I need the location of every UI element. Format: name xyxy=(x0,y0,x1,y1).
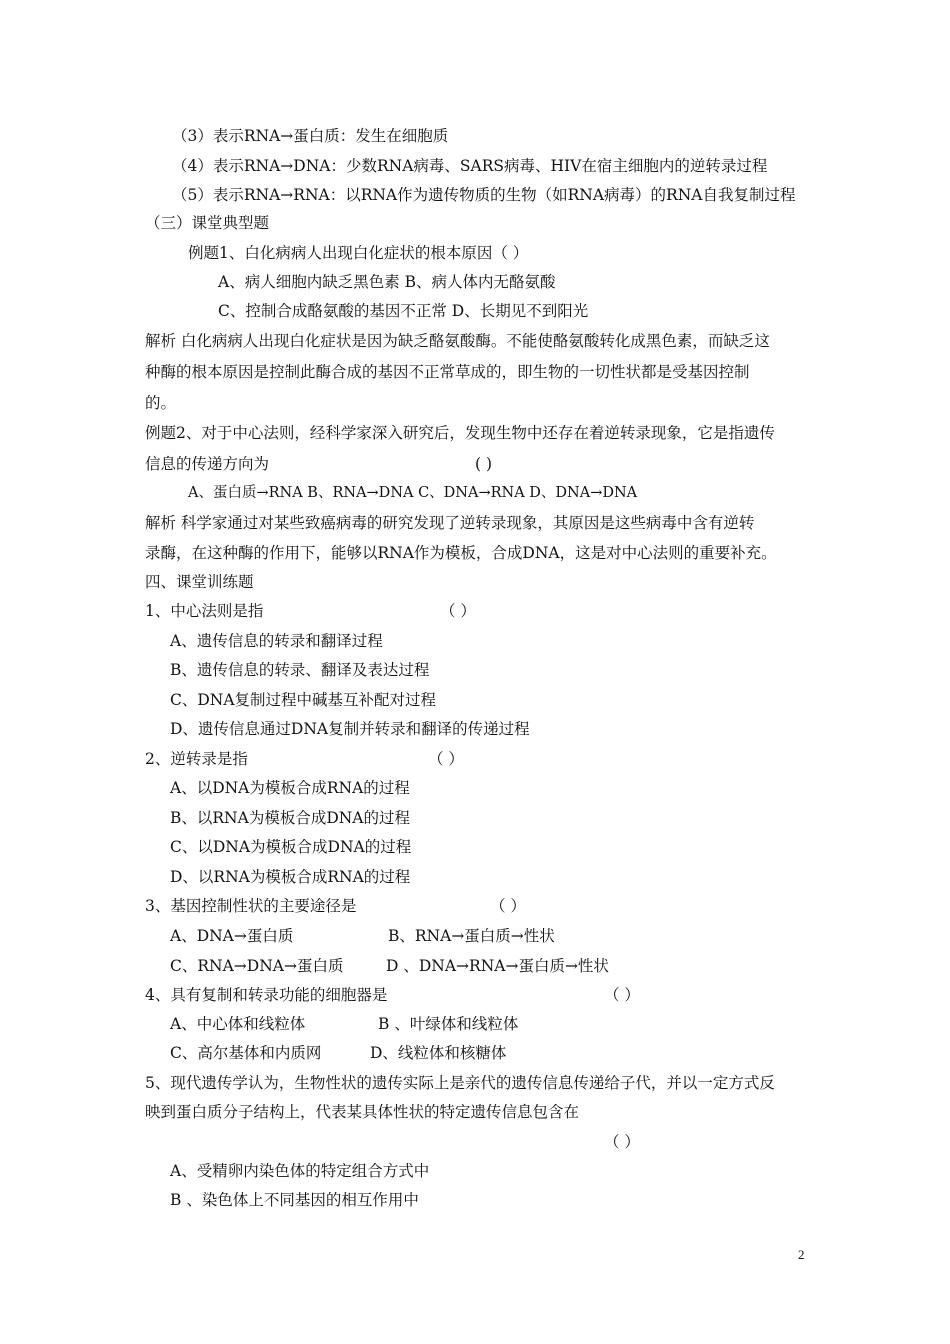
example-question: 例题2、对于中心法则，经科学家深入研究后，发现生物中还存在着逆转录现象，它是指遗传 xyxy=(145,424,775,442)
option-line: B、以RNA为模板合成DNA的过程 xyxy=(170,809,411,827)
answer-bracket: ( ) xyxy=(475,455,493,473)
example-question: 例题1、白化病病人出现白化症状的根本原因（ ） xyxy=(188,244,529,262)
question-line: 2、逆转录是指 xyxy=(145,750,248,768)
question-line: 3、基因控制性状的主要途径是 xyxy=(145,897,357,915)
analysis-text: 录酶，在这种酶的作用下，能够以RNA作为模板，合成DNA，这是对中心法则的重要补充。 xyxy=(145,544,777,562)
option-line: B 、叶绿体和线粒体 xyxy=(378,1015,519,1033)
option-line: C、控制合成酪氨酸的基因不正常 D、长期见不到阳光 xyxy=(218,302,589,320)
option-line: A、遗传信息的转录和翻译过程 xyxy=(170,632,383,650)
option-line: A、以DNA为模板合成RNA的过程 xyxy=(170,779,410,797)
option-line: D、线粒体和核糖体 xyxy=(370,1044,507,1062)
example-question: 信息的传递方向为 xyxy=(145,455,270,473)
page-number: 2 xyxy=(798,1247,805,1262)
analysis-text: 解析 白化病病人出现白化症状是因为缺乏酪氨酸酶。不能使酪氨酸转化成黑色素，而缺乏这 xyxy=(145,332,770,350)
option-line: A、病人细胞内缺乏黑色素 B、病人体内无酪氨酸 xyxy=(218,273,556,291)
option-line: A、蛋白质→RNA B、RNA→DNA C、DNA→RNA D、DNA→DNA xyxy=(188,485,638,501)
analysis-text: 种酶的根本原因是控制此酶合成的基因不正常草成的，即生物的一切性状都是受基因控制 xyxy=(145,363,750,381)
analysis-text: 的。 xyxy=(145,394,177,412)
option-line: D、遗传信息通过DNA复制并转录和翻译的传递过程 xyxy=(170,720,530,738)
answer-bracket: （ ） xyxy=(490,897,526,915)
question-line: 映到蛋白质分子结构上，代表某具体性状的特定遗传信息包含在 xyxy=(145,1103,580,1121)
option-line: B、遗传信息的转录、翻译及表达过程 xyxy=(170,661,430,679)
text-line: （4）表示RNA→DNA：少数RNA病毒、SARS病毒、HIV在宿主细胞内的逆转录过程 xyxy=(172,157,768,175)
option-line: C、DNA复制过程中碱基互补配对过程 xyxy=(170,691,437,709)
option-line: A、中心体和线粒体 xyxy=(170,1015,306,1033)
option-line: D 、DNA→RNA→蛋白质→性状 xyxy=(386,957,609,975)
section-heading: 四、课堂训练题 xyxy=(145,573,254,591)
answer-bracket: （ ） xyxy=(428,750,464,768)
question-line: 4、具有复制和转录功能的细胞器是 xyxy=(145,986,388,1004)
answer-bracket: （ ） xyxy=(604,986,640,1004)
section-heading: （三）课堂典型题 xyxy=(145,214,270,232)
option-line: A、DNA→蛋白质 xyxy=(170,927,294,945)
option-line: C、高尔基体和内质网 xyxy=(170,1044,322,1062)
answer-bracket: （ ） xyxy=(604,1133,640,1151)
option-line: A、受精卵内染色体的特定组合方式中 xyxy=(170,1162,430,1180)
option-line: C、以DNA为模板合成DNA的过程 xyxy=(170,838,412,856)
analysis-text: 解析 科学家通过对某些致癌病毒的研究发现了逆转录现象，其原因是这些病毒中含有逆转 xyxy=(145,514,755,532)
answer-bracket: （ ） xyxy=(440,602,476,620)
question-line: 1、中心法则是指 xyxy=(145,602,264,620)
question-line: 5、现代遗传学认为，生物性状的遗传实际上是亲代的遗传信息传递给子代，并以一定方式反 xyxy=(145,1074,775,1092)
text-line: （3）表示RNA→蛋白质：发生在细胞质 xyxy=(172,127,449,145)
option-line: B、RNA→蛋白质→性状 xyxy=(388,927,555,945)
text-line: （5）表示RNA→RNA：以RNA作为遗传物质的生物（如RNA病毒）的RNA自我复制过程 xyxy=(172,186,796,204)
option-line: C、RNA→DNA→蛋白质 xyxy=(170,957,344,975)
option-line: D、以RNA为模板合成RNA的过程 xyxy=(170,868,411,886)
option-line: B 、染色体上不同基因的相互作用中 xyxy=(170,1191,419,1209)
